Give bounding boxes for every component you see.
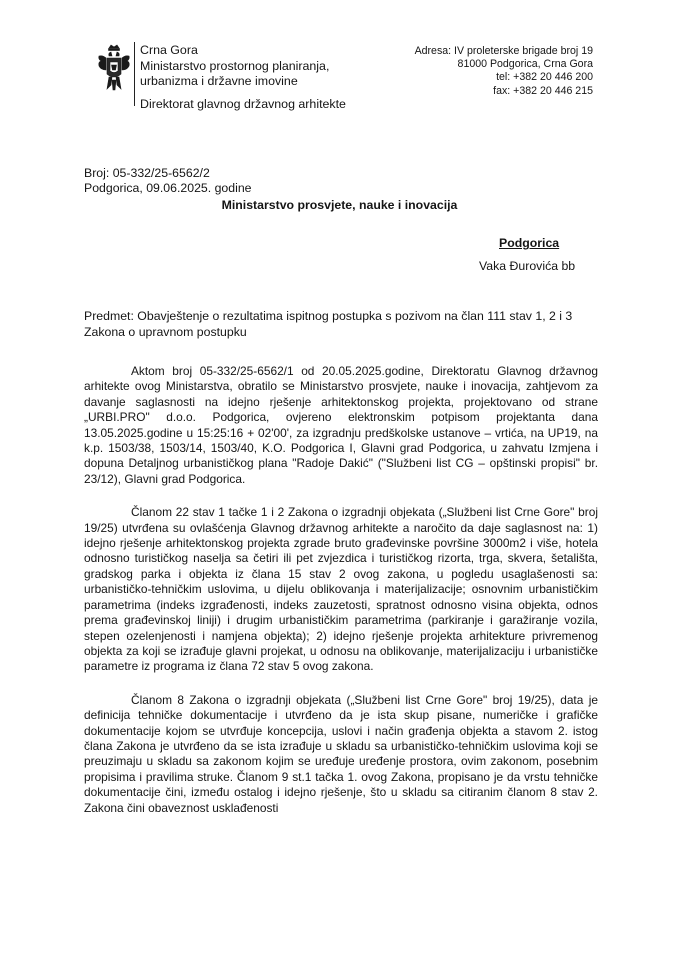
fax-line: fax: +382 20 446 215: [493, 84, 593, 97]
coat-of-arms-icon: [97, 44, 131, 94]
header-divider: [134, 42, 135, 106]
body-paragraph-1: Aktom broj 05-332/25-6562/1 od 20.05.2025.godine, Direktoratu Glavnog državnog arhitekte ovog Ministarstva, obratilo se Ministarstvo prosvjete, nauke i inovacija, zahtjevom za davanje saglasnosti na idejno rješenje arhitektonskog projekta, projektovano od strane „URBI.PRO" d.o.o. Podgorica, ovjereno elektronskim potpisom projektanta dana 13.05.2025.godine u 15:25:16 + 02'00', za izgradnju predškolske ustanove – vrtića, na UP19, na k.p. 1503/38, 1503/14, 1503/40, K.O. Podgorica I, Glavni grad Podgorica, u zahvatu Izmjena i dopuna Detaljnog urbanističkog plana "Radoje Dakić" ("Službeni list CG – opštinski propisi" br. 23/12), Glavni grad Podgorica.: [84, 364, 598, 486]
reference-number: Broj: 05-332/25-6562/2: [84, 166, 210, 180]
phone-line: tel: +382 20 446 200: [496, 71, 593, 84]
ministry-name-line-1: Ministarstvo prostornog planiranja,: [140, 58, 330, 73]
directorate-name: Direktorat glavnog državnog arhitekte: [140, 96, 346, 111]
address-line: Adresa: IV proleterske brigade broj 19: [414, 45, 593, 57]
body-paragraph-3: Članom 8 Zakona o izgradnji objekata („Službeni list Crne Gore" broj 19/25), data je definicija tehničke dokumentacije i utvrđeno da je ista skup pisane, numeričke i grafičke dokumentacije kojom se utvrđuje koncepcija, uslovi i način građenja objekta a stavom 2. istog člana Zakona je utvrđeno da se ista izrađuje u skladu sa urbanističko-tehničkim uslovima koji se preuzimaju u skladu sa zakonom kojim se uređuje uređenje prostora, ovim zakonom, posebnim propisima i pravilima struke. Članom 9 st.1 tačka 1. ovog Zakona, propisano je da vrstu tehničke dokumentacije čini, između ostalog i idejno rješenje, što u skladu sa citiranim članom 8 stav 2. Zakona čini obaveznost usklađenosti: [84, 692, 598, 815]
place-and-date: Podgorica, 09.06.2025. godine: [84, 181, 252, 195]
ministry-name-line-2: urbanizma i državne imovine: [140, 74, 298, 89]
address-block: [415, 45, 593, 98]
recipient-city: Podgorica: [499, 236, 560, 250]
body-paragraph-2: Članom 22 stav 1 tačke 1 i 2 Zakona o izgradnji objekata („Službeni list Crne Gore" broj 19/25) utvrđena su ovlašćenja Glavnog državnog arhitekte a naročito da daje saglasnost na: 1) idejno rješenje arhitektonskog projekta zgrade bruto građevinske površine 3000m2 i više, hotela odnosno turističkog naselja sa četiri ili pet zvjezdica i turističkog rizorta, trga, skvera, šetališta, gradskog parka i objekta iz člana 15 stav 2 ovog zakona, u pogledu usaglašenosti sa: urbanističko-tehničkim uslovima, u dijelu oblikovanja i materijalizacije; osnovnim urbanističkim parametrima (indeks izgrađenosti, indeks zauzetosti, spratnost odnosno visina objekta, odnos prema građevinskoj liniji) i drugim urbanističkim parametrima (parkiranje i garažiranje vozila, stepen ozelenjenosti i namjena objekta); 2) idejno rješenje projekta arhitekture privremenog objekta za koji se izrađuje glavni projekat, u odnosu na oblikovanje, materijalizaciju i urbanističke parametre iz programa iz člana 72 stav 5 ovog zakona.: [84, 505, 598, 674]
subject-line: Predmet: Obavještenje o rezultatima ispitnog postupka s pozivom na član 111 stav 1, 2 i 3 Zakona o upravnom postupku: [84, 309, 573, 339]
country-name: Crna Gora: [140, 43, 198, 57]
postal-line: 81000 Podgorica, Crna Gora: [457, 58, 593, 71]
institution-block: [140, 43, 346, 112]
reference-block: [84, 166, 252, 196]
recipient-street: Vaka Đurovića bb: [479, 259, 576, 273]
recipient-name: Ministarstvo prosvjete, nauke i inovacija: [221, 198, 458, 212]
letter-body: [84, 364, 598, 834]
